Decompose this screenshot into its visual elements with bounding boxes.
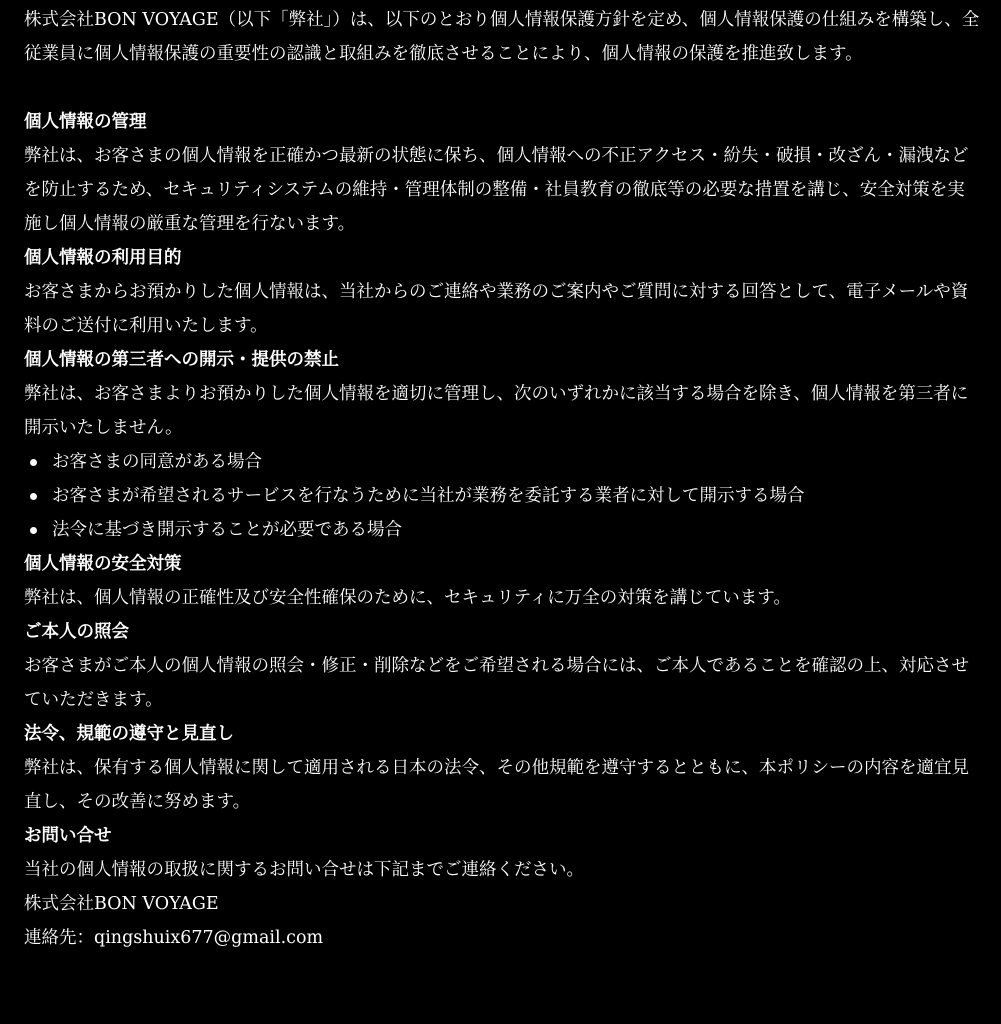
company-name: 株式会社BON VOYAGE [24, 894, 219, 914]
section-contact [24, 819, 981, 955]
section-heading: お問い合せ [24, 826, 112, 846]
disclosure-exceptions-list [24, 445, 981, 547]
section-body: お客さまからお預かりした個人情報は、当社からのご連絡や業務のご案内やご質問に対する回答として、電子メールや資料のご送付に利用いたします。 [24, 282, 969, 336]
section-purpose [24, 241, 981, 343]
list-item: 法令に基づき開示することが必要である場合 [52, 513, 981, 547]
section-body: 弊社は、お客さまの個人情報を正確かつ最新の状態に保ち、個人情報への不正アクセス・紛失・破損・改ざん・漏洩などを防止するため、セキュリティシステムの維持・管理体制の整備・社員教育の徹底等の必要な措置を講じ、安全対策を実施し個人情報の厳重な管理を行ないます。 [24, 146, 969, 234]
section-heading: 法令、規範の遵守と見直し [24, 724, 234, 744]
section-heading: 個人情報の管理 [24, 112, 147, 132]
section-management [24, 105, 981, 241]
section-body: お客さまがご本人の個人情報の照会・修正・削除などをご希望される場合には、ご本人であることを確認の上、対応させていただきます。 [24, 656, 969, 710]
section-heading: ご本人の照会 [24, 622, 129, 642]
section-heading: 個人情報の安全対策 [24, 554, 182, 574]
section-body: 弊社は、個人情報の正確性及び安全性確保のために、セキュリティに万全の対策を講じています。 [24, 588, 791, 608]
section-heading: 個人情報の利用目的 [24, 248, 182, 268]
section-body: 弊社は、保有する個人情報に関して適用される日本の法令、その他規範を遵守するとともに、本ポリシーの内容を適宜見直し、その改善に努めます。 [24, 758, 969, 812]
section-security [24, 547, 981, 615]
section-heading: 個人情報の第三者への開示・提供の禁止 [24, 350, 339, 370]
section-body: 当社の個人情報の取扱に関するお問い合せは下記までご連絡ください。 [24, 860, 584, 880]
section-body: 弊社は、お客さまよりお預かりした個人情報を適切に管理し、次のいずれかに該当する場合を除き、個人情報を第三者に開示いたしません。 [24, 384, 969, 438]
list-item: お客さまが希望されるサービスを行なうために当社が業務を委託する業者に対して開示する場合 [52, 479, 981, 513]
section-compliance [24, 717, 981, 819]
contact-email: 連絡先：qingshuix677@gmail.com [24, 928, 324, 948]
list-item: お客さまの同意がある場合 [52, 445, 981, 479]
section-disclosure [24, 343, 981, 547]
section-inquiry [24, 615, 981, 717]
intro-paragraph: 株式会社BON VOYAGE（以下「弊社」）は、以下のとおり個人情報保護方針を定め、個人情報保護の仕組みを構築し、全従業員に個人情報保護の重要性の認識と取組みを徹底させることにより、個人情報の保護を推進致します。 [24, 10, 980, 64]
